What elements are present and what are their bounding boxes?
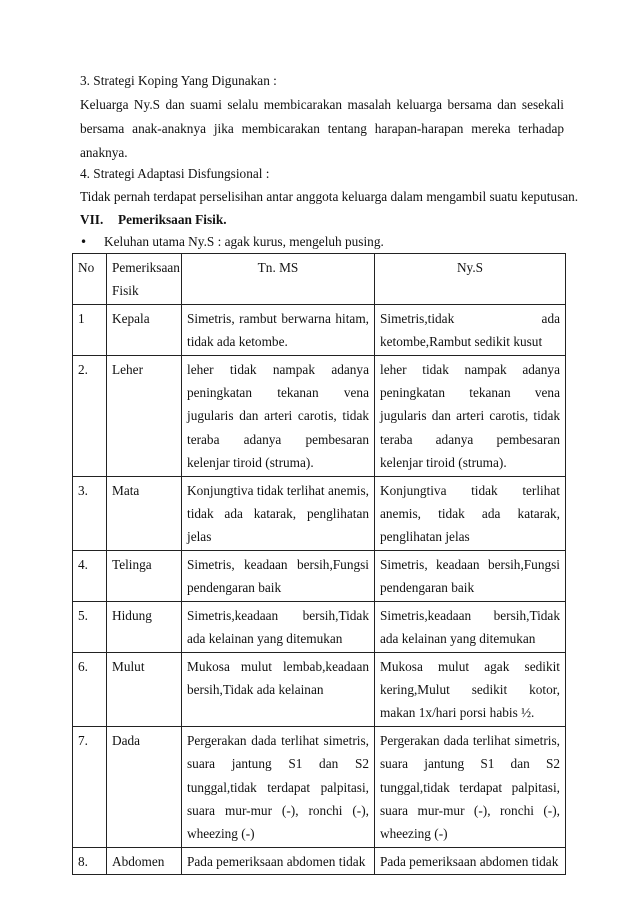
row-ny-s: Konjungtiva tidak terlihat anemis, tidak ada katarak, penglihatan jelas <box>375 476 566 550</box>
strategi-adaptasi-heading: 4. Strategi Adaptasi Disfungsional : <box>80 166 270 181</box>
row-part: Leher <box>107 355 182 476</box>
table-row <box>73 355 566 476</box>
keluhan-text: Keluhan utama Ny.S : agak kurus, mengeluh pusing. <box>104 234 384 249</box>
row-part: Dada <box>107 726 182 847</box>
row-number: 7. <box>73 726 107 847</box>
pemeriksaan-fisik-table <box>72 253 566 875</box>
strategi-adaptasi-text: Tidak pernah terdapat perselisihan antar anggota keluarga dalam mengambil suatu keputusan. <box>80 189 579 204</box>
row-number: 2. <box>73 355 107 476</box>
row-number: 5. <box>73 601 107 652</box>
table-row <box>73 652 566 726</box>
table-header-row <box>73 254 566 305</box>
row-part: Telinga <box>107 550 182 601</box>
row-part: Hidung <box>107 601 182 652</box>
row-number: 6. <box>73 652 107 726</box>
table-row <box>73 304 566 355</box>
row-ny-s: Simetris,keadaan bersih,Tidak ada kelainan yang ditemukan <box>375 601 566 652</box>
row-ny-s: Pada pemeriksaan abdomen tidak <box>375 847 566 874</box>
row-ny-s: Simetris, keadaan bersih,Fungsi pendengaran baik <box>375 550 566 601</box>
table-row <box>73 601 566 652</box>
table-row <box>73 550 566 601</box>
header-pemeriksaan: Pemeriksaan Fisik <box>107 254 182 305</box>
strategi-koping-line-2: bersama anak-anaknya jika membicarakan tentang harapan-harapan mereka terhadap <box>80 121 564 136</box>
row-ny-s: Simetris,tidak ada ketombe,Rambut sedikit kusut <box>375 304 566 355</box>
row-tn-ms: Pada pemeriksaan abdomen tidak <box>182 847 375 874</box>
keluhan-utama <box>80 234 564 250</box>
table-row <box>73 726 566 847</box>
row-part: Kepala <box>107 304 182 355</box>
row-tn-ms: Simetris,keadaan bersih,Tidak ada kelainan yang ditemukan <box>182 601 375 652</box>
row-tn-ms: Simetris, keadaan bersih,Fungsi pendengaran baik <box>182 550 375 601</box>
table-row <box>73 476 566 550</box>
row-part: Abdomen <box>107 847 182 874</box>
row-tn-ms: Simetris, rambut berwarna hitam, tidak ada ketombe. <box>182 304 375 355</box>
section-number: VII. <box>80 212 104 227</box>
row-ny-s: leher tidak nampak adanya peningkatan tekanan vena jugularis dan arteri carotis, tidak teraba adanya pembesaran kelenjar tiroid (struma). <box>375 355 566 476</box>
bullet-icon <box>80 234 104 250</box>
row-tn-ms: leher tidak nampak adanya peningkatan tekanan vena jugularis dan arteri carotis, tidak teraba adanya pembesaran kelenjar tiroid (struma). <box>182 355 375 476</box>
row-tn-ms: Mukosa mulut lembab,keadaan bersih,Tidak ada kelainan <box>182 652 375 726</box>
row-number: 8. <box>73 847 107 874</box>
row-number: 4. <box>73 550 107 601</box>
row-number: 3. <box>73 476 107 550</box>
row-ny-s: Pergerakan dada terlihat simetris, suara jantung S1 dan S2 tunggal,tidak terdapat palpitasi, suara mur-mur (-), ronchi (-), wheezing (-) <box>375 726 566 847</box>
row-ny-s: Mukosa mulut agak sedikit kering,Mulut sedikit kotor, makan 1x/hari porsi habis ½. <box>375 652 566 726</box>
row-part: Mulut <box>107 652 182 726</box>
strategi-koping-heading: 3. Strategi Koping Yang Digunakan : <box>80 73 277 88</box>
row-tn-ms: Pergerakan dada terlihat simetris, suara jantung S1 dan S2 tunggal,tidak terdapat palpitasi, suara mur-mur (-), ronchi (-), wheezing (-) <box>182 726 375 847</box>
header-no: No <box>73 254 107 305</box>
table-row <box>73 847 566 874</box>
row-tn-ms: Konjungtiva tidak terlihat anemis, tidak ada katarak, penglihatan jelas <box>182 476 375 550</box>
header-ny-s: Ny.S <box>375 254 566 305</box>
section-heading <box>80 212 564 228</box>
section-title: Pemeriksaan Fisik. <box>118 212 227 227</box>
strategi-koping-line-1: Keluarga Ny.S dan suami selalu membicarakan masalah keluarga bersama dan sesekali <box>80 97 564 112</box>
header-tn-ms: Tn. MS <box>182 254 375 305</box>
row-part: Mata <box>107 476 182 550</box>
strategi-koping-line-3: anaknya. <box>80 145 128 160</box>
row-number: 1 <box>73 304 107 355</box>
